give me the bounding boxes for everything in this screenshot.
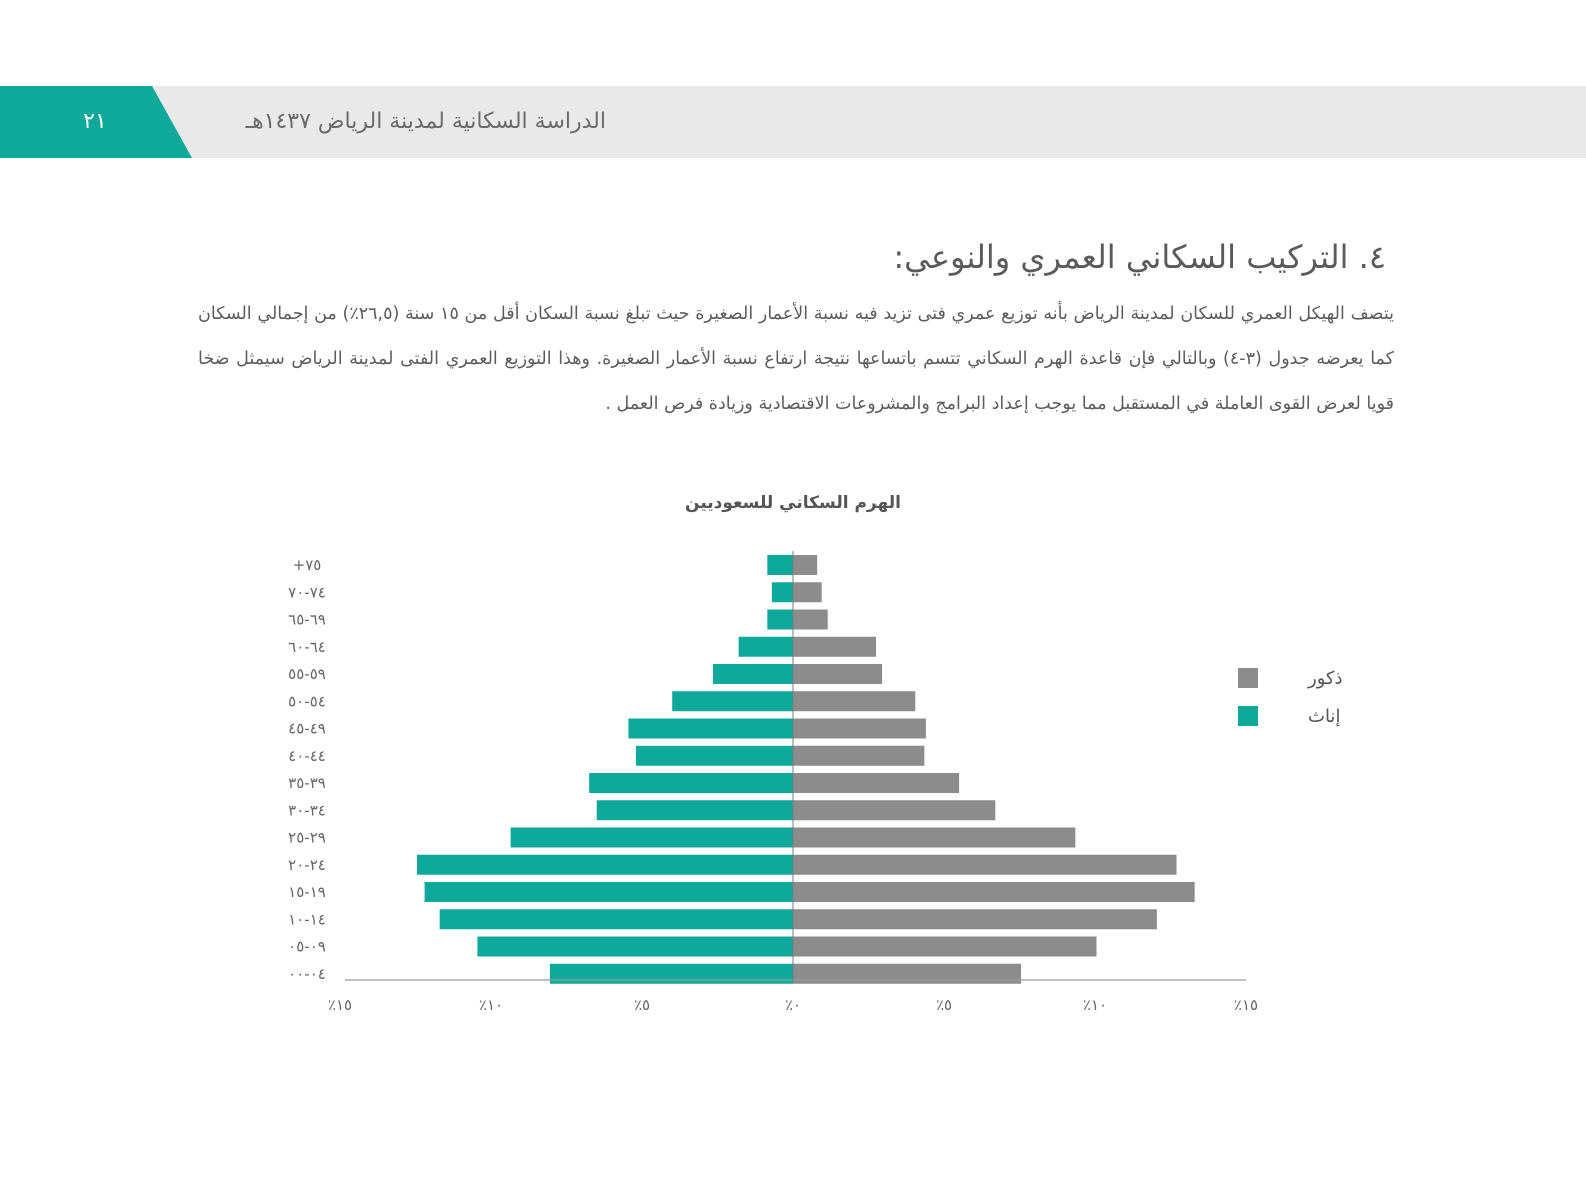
male-bar <box>793 828 1075 848</box>
male-bar <box>793 637 876 657</box>
female-bar <box>417 855 793 875</box>
chart-title: الهرم السكاني للسعوديين <box>685 493 901 513</box>
female-bar <box>550 964 793 984</box>
x-tick-label: ٪١٥ <box>1233 996 1259 1014</box>
paragraph-text: يتصف الهيكل العمري للسكان لمدينة الرياض بأنه توزيع عمري فتى تزيد فيه نسبة الأعمار الصغيرة حيث تبلغ نسبة السكان أقل من ١٥ سنة (٢٦,٥٪) من إجمالي السكان كما يعرضه جدول (٣-٤) وبالتالي فإن قاعدة الهرم السكاني تتسم باتساعها نتيجة ارتفاع نسبة الأعمار الصغيرة. وهذا التوزيع العمري الفتى لمدينة الرياض سيمثل ضخا قويا لعرض القوى العاملة في المستقبل مما يوجب إعداد البرامج والمشروعات الاقتصادية وزيادة فرص العمل . <box>198 304 1395 414</box>
female-bar <box>767 555 793 575</box>
age-group-label: ٢٤-٢٠ <box>288 855 326 874</box>
female-bar <box>713 664 793 684</box>
male-bar <box>793 610 828 630</box>
x-tick-label: ٪٥ <box>633 996 651 1014</box>
age-group-label: ٥٩-٥٥ <box>288 665 326 683</box>
running-title: الدراسة السكانية لمدينة الرياض ١٤٣٧هـ <box>245 109 606 134</box>
legend-label: إناث <box>1308 706 1341 727</box>
age-group-label: +٧٥ <box>292 556 322 574</box>
female-bar <box>672 691 793 711</box>
female-bar <box>767 610 793 630</box>
age-group-label: ٢٩-٢٥ <box>288 828 326 847</box>
x-tick-label: ٪١٠ <box>478 996 504 1014</box>
female-bar <box>628 719 793 739</box>
age-group-label: ٤٤-٤٠ <box>288 746 326 765</box>
legend-label: ذكور <box>1308 668 1343 689</box>
age-group-label: ٦٤-٦٠ <box>288 637 326 656</box>
male-bar <box>793 555 817 575</box>
male-bar <box>793 937 1097 957</box>
female-bar <box>589 773 793 793</box>
age-group-label: ٣٩-٣٥ <box>288 774 326 792</box>
male-bar <box>793 582 822 602</box>
male-bar <box>793 746 924 766</box>
x-tick-label: ٪١٥ <box>327 996 353 1014</box>
female-bar <box>739 637 793 657</box>
female-bar <box>477 937 793 957</box>
x-tick-label: ٪٥ <box>935 996 953 1014</box>
male-bar <box>793 800 995 820</box>
female-bar <box>425 882 793 902</box>
age-group-label: ١٩-١٥ <box>288 883 326 901</box>
female-bar <box>440 909 793 929</box>
x-tick-label: ٪١٠ <box>1082 996 1108 1014</box>
female-bar <box>511 828 793 848</box>
x-tick-label: ٪٠ <box>784 996 802 1014</box>
male-bar <box>793 664 882 684</box>
age-group-label: ١٤-١٠ <box>288 910 326 929</box>
male-bar <box>793 882 1195 902</box>
age-group-label: ٠٤-٠٠ <box>288 964 326 983</box>
legend-swatch <box>1238 668 1258 688</box>
age-group-label: ٦٩-٦٥ <box>288 610 326 629</box>
female-bar <box>636 746 793 766</box>
legend-swatch <box>1238 706 1258 726</box>
male-bar <box>793 719 926 739</box>
male-bar <box>793 964 1021 984</box>
male-bar <box>793 773 959 793</box>
page-number: ٢١ <box>83 109 107 134</box>
male-bar <box>793 691 915 711</box>
male-bar <box>793 855 1177 875</box>
female-bar <box>772 582 793 602</box>
section-heading: ٤. التركيب السكاني العمري والنوعي: <box>893 238 1386 276</box>
age-group-label: ٣٤-٣٠ <box>288 801 326 820</box>
age-group-label: ٧٤-٧٠ <box>288 583 326 602</box>
age-group-label: ٠٩-٠٥ <box>288 937 326 956</box>
age-group-label: ٥٤-٥٠ <box>288 692 326 711</box>
male-bar <box>793 909 1157 929</box>
female-bar <box>597 800 793 820</box>
age-group-label: ٤٩-٤٥ <box>288 719 326 738</box>
